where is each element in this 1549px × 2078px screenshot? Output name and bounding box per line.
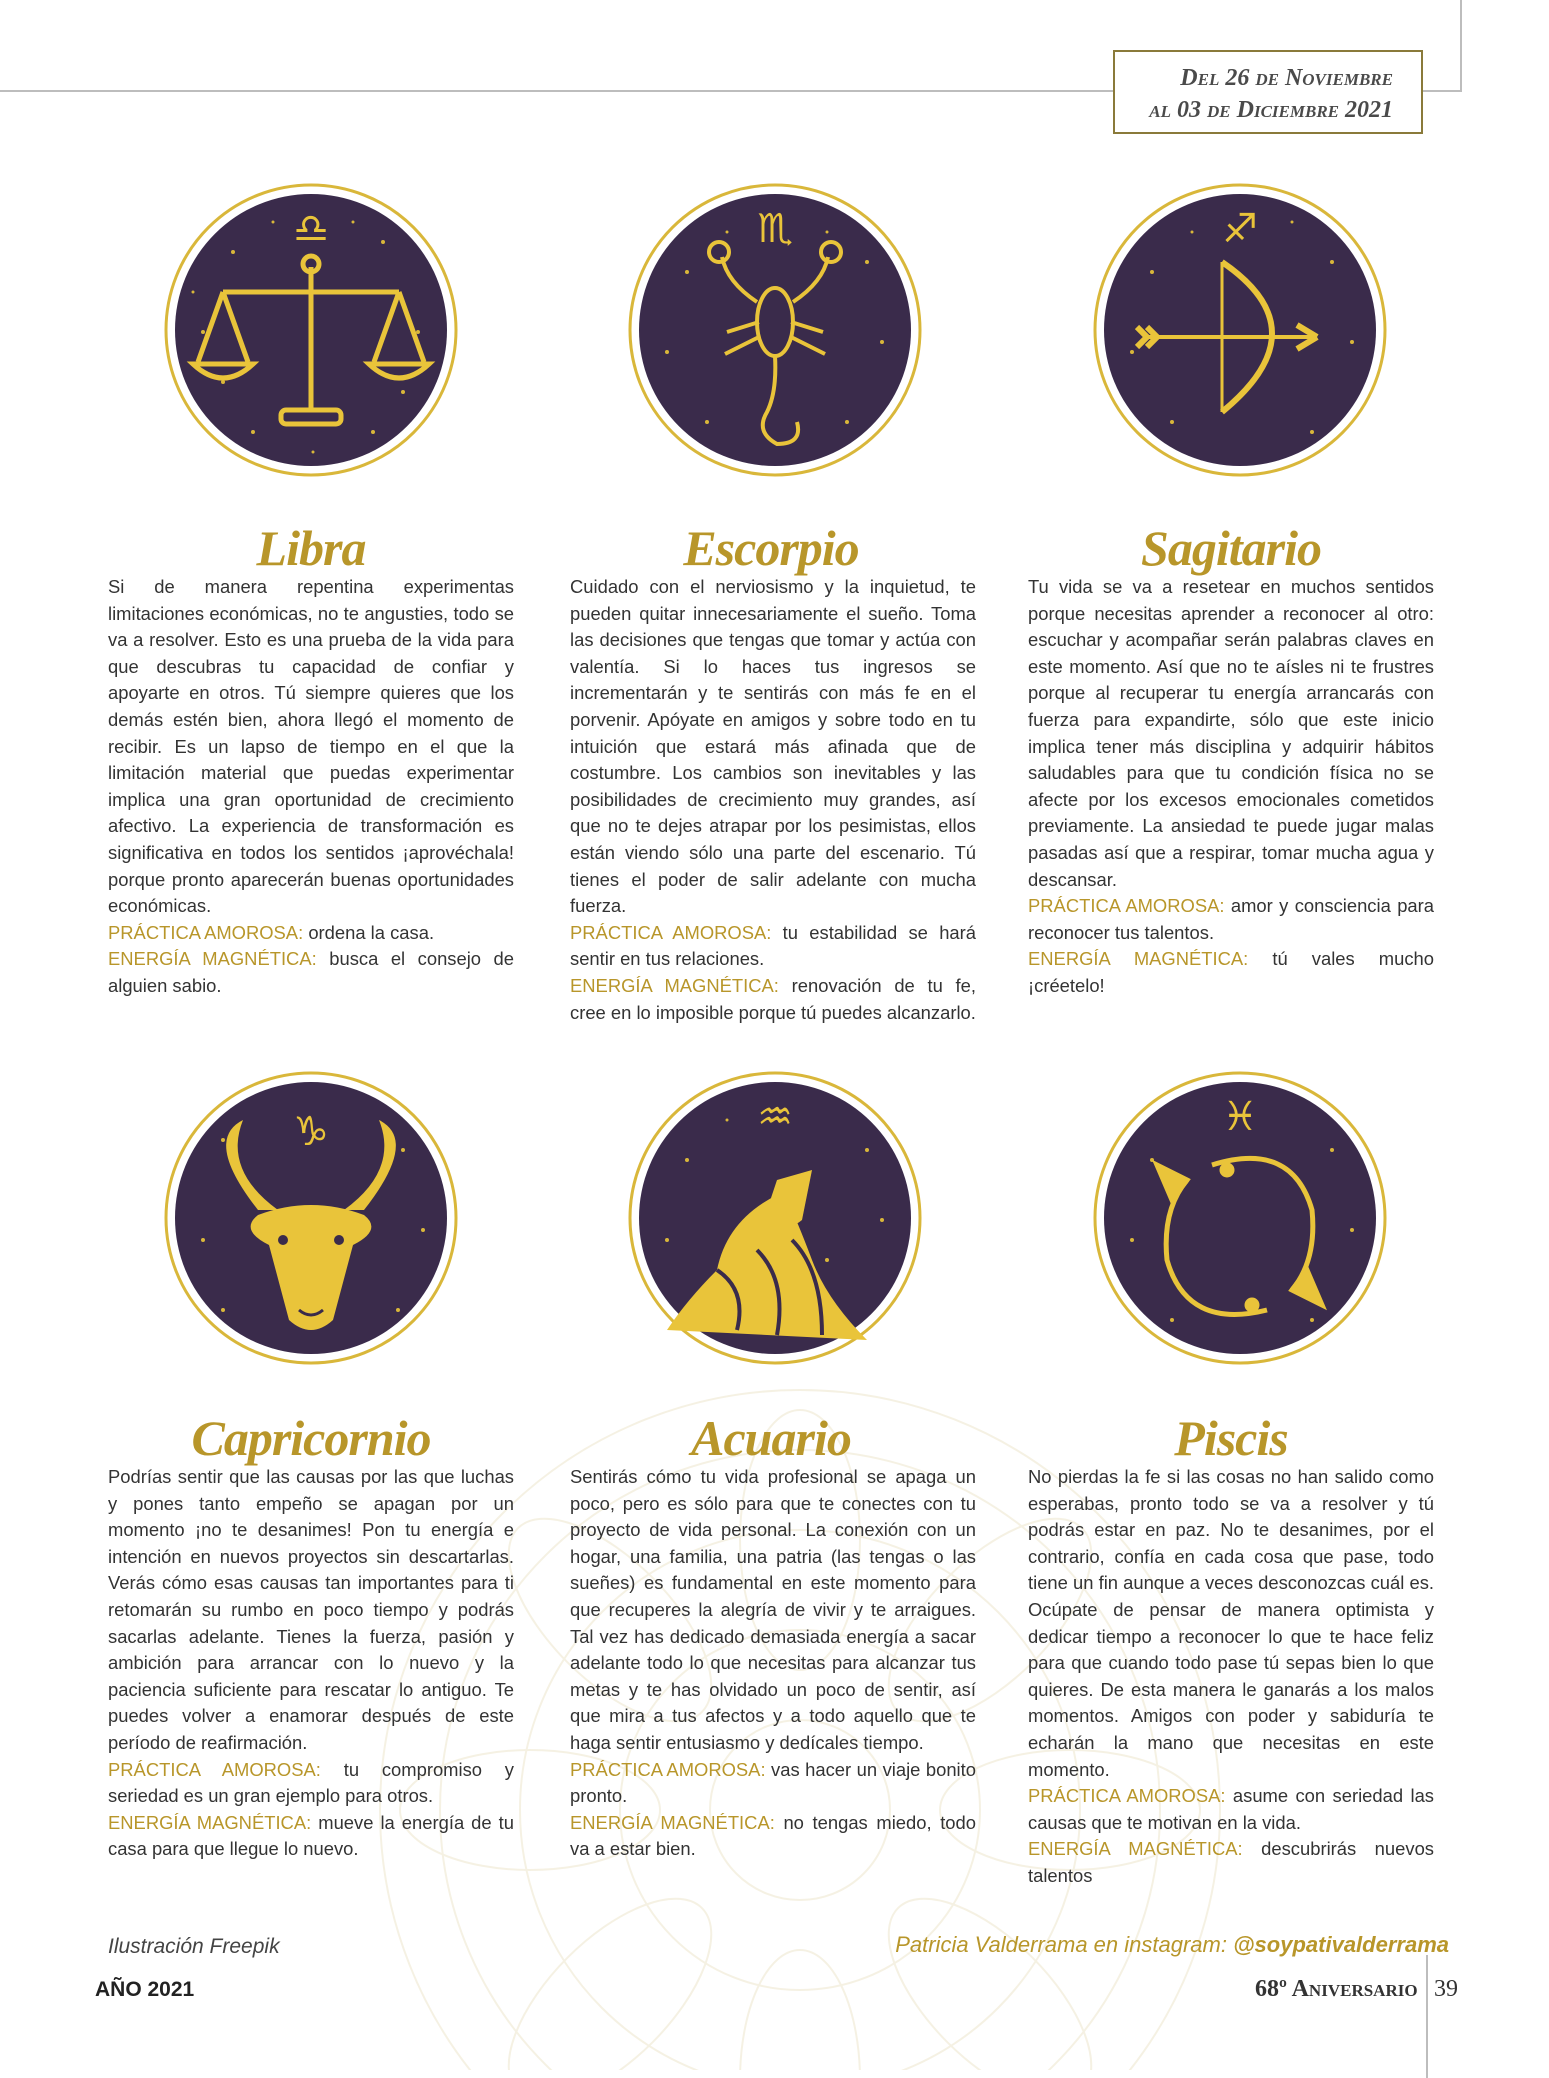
escorpio-title: Escorpio	[683, 520, 859, 576]
piscis-glyph: ♓	[1222, 1094, 1258, 1140]
piscis-title: Piscis	[1174, 1410, 1288, 1466]
instagram-handle: @soypativalderrama	[1233, 1932, 1449, 1957]
energy-label: ENERGÍA MAGNÉTICA:	[570, 974, 779, 996]
energy-label: ENERGÍA MAGNÉTICA:	[108, 1811, 312, 1833]
love-text: amor y consciencia para reconocer tus talentos.	[1028, 895, 1434, 943]
love-text: tu estabilidad se hará sentir en tus relaciones.	[570, 921, 976, 970]
energy-text: renovación de tu fe, cree en lo imposible porque tú puedes alcanzarlo.	[570, 974, 976, 1023]
date-line-1: Del 26 de Noviembre	[1180, 65, 1393, 91]
capricornio-paragraph: Podrías sentir que las causas por las que luchas y pones tanto empeño se apagan por un momento ¡no te desanimes! Pon tu energía e intención en nuevos proyectos sin descartarlas. Verás cómo esas causas tan importantes para ti retomarán su rumbo en poco tiempo y podrás sacarlas adelante. Tienes la fuerza, pasión y ambición para arrancar con lo nuevo y la paciencia suficiente para rescatar lo antiguo. Te puedes volver a enamorar después de este período de reafirmación.	[108, 1466, 514, 1753]
energy-text: no tengas miedo, todo va a estar bien.	[570, 1811, 976, 1860]
capricornio-title: Capricornio	[191, 1410, 431, 1466]
love-label: PRÁCTICA AMOROSA:	[108, 921, 304, 943]
escorpio-medallion	[627, 182, 923, 478]
right-rule	[1460, 0, 1462, 92]
date-line-2: al 03 de Diciembre 2021	[1149, 97, 1393, 123]
escorpio-glyph: ♏	[757, 206, 793, 252]
instagram-prefix: Patricia Valderrama en instagram:	[895, 1932, 1227, 1957]
energy-text: mueve la energía de tu casa para que llegue lo nuevo.	[108, 1811, 514, 1860]
capricornio-text	[108, 1464, 514, 1863]
love-text: tu compromiso y seriedad es un gran ejemplo para otros.	[108, 1758, 514, 1807]
piscis-text	[1028, 1464, 1434, 1890]
sagitario-medallion	[1092, 182, 1388, 478]
love-text: asume con seriedad las causas que te motivan en la vida.	[1028, 1785, 1434, 1833]
energy-label: ENERGÍA MAGNÉTICA:	[108, 948, 317, 970]
love-label: PRÁCTICA AMOROSA:	[570, 1758, 766, 1780]
love-label: PRÁCTICA AMOROSA:	[1028, 1785, 1226, 1807]
sagitario-glyph: ♐	[1222, 206, 1258, 252]
libra-title: Libra	[256, 520, 366, 576]
acuario-text	[570, 1464, 976, 1863]
love-text: vas hacer un viaje bonito pronto.	[570, 1758, 976, 1807]
sagitario-text	[1028, 574, 1434, 1000]
acuario-glyph: ♒	[757, 1094, 793, 1140]
illustration-credit: Ilustración Freepik	[108, 1935, 280, 1958]
libra-glyph: ♎	[293, 206, 329, 252]
anniversary-label: 68º Aniversario	[1255, 1976, 1418, 2002]
sagitario-paragraph: Tu vida se va a resetear en muchos sentidos porque necesitas aprender a reconocer al otro: escuchar y acompañar serán palabras claves en este momento. Así que no te aísles ni te frustres porque al recuperar tu energía arrancarás con fuerza para expandirte, sólo que este inicio implica tener más disciplina y adquirir hábitos saludables para que tu condición física no se afecte por los excesos emocionales cometidos previamente. La ansiedad te puede jugar malas pasadas así que a respirar, tomar mucha agua y descansar.	[1028, 576, 1434, 890]
piscis-paragraph: No pierdas la fe si las cosas no han salido como esperabas, pronto todo se va a resolver y tú podrás estar en paz. No te desanimes, por el contrario, confía en cada cosa que pase, todo tiene un fin aunque a veces desconozcas cuál es. Ocúpate de pensar de manera optimista y dedicar tiempo a reconocer lo que te hace feliz para que cuando todo pase tú sepas bien lo que quieres. De esta manera le ganarás a los malos momentos. Amigos con poder y sabiduría te echarán la mano que necesitas en este momento.	[1028, 1466, 1434, 1780]
energy-label: ENERGÍA MAGNÉTICA:	[1028, 1838, 1243, 1860]
libra-text	[108, 574, 514, 1000]
acuario-paragraph: Sentirás cómo tu vida profesional se apaga un poco, pero es sólo para que te conectes con tu proyecto de vida personal. La conexión con un hogar, una familia, una patria (las tengas o las sueñes) es fundamental en este momento para que recuperes la alegría de vivir y te arraigues. Tal vez has dedicado demasiada energía a sacar adelante todo lo que necesitas para alcanzar tus metas y te has olvidado un poco de sentir, así que mira a tus afectos y a todo aquello que te haga sentir entusiasmo y dedícales tiempo.	[570, 1466, 976, 1753]
instagram-credit	[895, 1932, 1449, 1958]
energy-label: ENERGÍA MAGNÉTICA:	[1028, 948, 1249, 970]
sagitario-title: Sagitario	[1141, 520, 1321, 576]
acuario-title: Acuario	[691, 1410, 851, 1466]
energy-text: busca el consejo de alguien sabio.	[108, 948, 514, 996]
capricornio-glyph: ♑	[293, 1109, 329, 1155]
libra-paragraph: Si de manera repentina experimentas limitaciones económicas, no te angusties, todo se va a resolver. Esto es una prueba de la vida para que descubras tu capacidad de confiar y apoyarte en otros. Tú siempre quieres que los demás estén bien, ahora llegó el momento de recibir. Es un lapso de tiempo en el que la limitación material que puedas experimentar implica una gran oportunidad de crecimiento afectivo. La experiencia de transformación es significativa en todos los sentidos ¡aprovéchala! porque pronto aparecerán buenas oportunidades económicas.	[108, 576, 514, 917]
page-number: 39	[1434, 1976, 1458, 2002]
piscis-medallion	[1092, 1070, 1388, 1366]
escorpio-paragraph: Cuidado con el nerviosismo y la inquietud, te pueden quitar innecesariamente el sueño. Toma las decisiones que tengas que tomar y actúa con valentía. Si lo haces tus ingresos se incrementarán y te sentirás con más fe en el porvenir. Apóyate en amigos y sobre todo en tu intuición que estará más afinada que de costumbre. Los cambios son inevitables y las posibilidades de crecimiento muy grandes, así que no te dejes atrapar por los pesimistas, ellos están viendo sólo una parte del escenario. Tú tienes el poder de salir adelante con mucha fuerza.	[570, 576, 976, 917]
love-label: PRÁCTICA AMOROSA:	[1028, 895, 1225, 917]
love-text: ordena la casa.	[308, 921, 435, 943]
energy-label: ENERGÍA MAGNÉTICA:	[570, 1811, 775, 1833]
love-label: PRÁCTICA AMOROSA:	[570, 921, 772, 943]
energy-text: tú vales mucho ¡créetelo!	[1028, 948, 1434, 996]
page-rule	[1426, 1955, 1428, 2078]
year-label: AÑO 2021	[95, 1978, 195, 2001]
libra-medallion	[163, 182, 459, 478]
escorpio-text	[570, 574, 976, 1026]
capricornio-medallion	[163, 1070, 459, 1366]
acuario-medallion	[627, 1070, 923, 1366]
date-box	[1113, 50, 1423, 134]
energy-text: descubrirás nuevos talentos	[1028, 1838, 1434, 1886]
love-label: PRÁCTICA AMOROSA:	[108, 1758, 321, 1780]
